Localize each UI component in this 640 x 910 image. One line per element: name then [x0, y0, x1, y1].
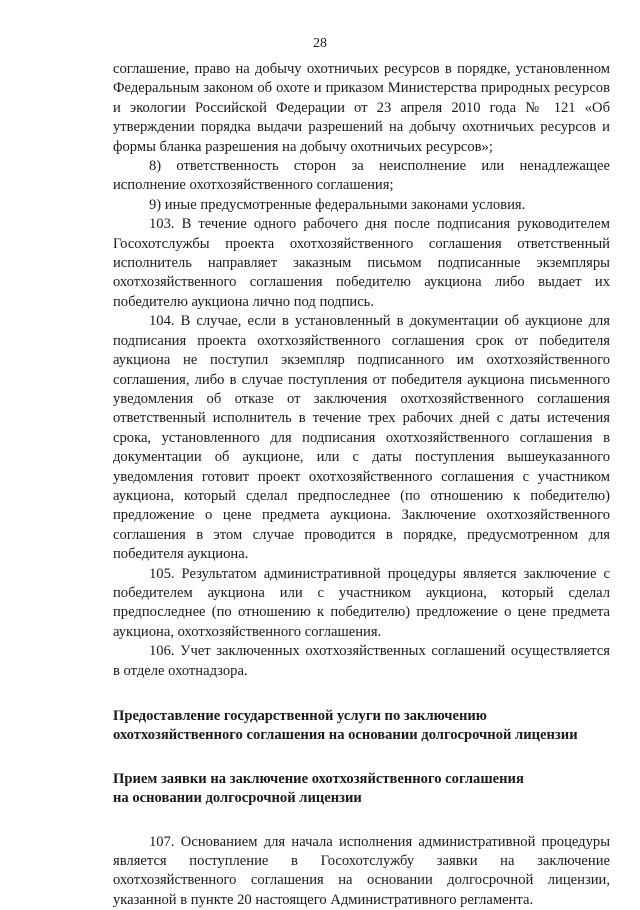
- subsection-heading: [113, 770, 610, 809]
- paragraph-103: 103. В течение одного рабочего дня после подписания руководителем Госохотслужбы проекта охотхозяйственного соглашения ответственный исполнитель направляет заказным письмом подписанные экземпляры охотхозяйственного соглашения победителю аукциона либо выдает их победителю аукциона лично под подпись.: [113, 216, 610, 310]
- section-heading-line-1: Предоставление государственной услуги по заключению: [113, 708, 487, 724]
- paragraph-107: 107. Основанием для начала исполнения административной процедуры является поступление в Госохотслужбу заявки на заключение охотхозяйственного соглашения на основании долгосрочной лицензии, указанной в пункте 20 настоящего Административного регламента.: [113, 833, 610, 908]
- paragraph-item-8: 8) ответственность сторон за неисполнение или ненадлежащее исполнение охотхозяйственного соглашения;: [113, 158, 610, 194]
- section-heading: [113, 707, 610, 746]
- page-number: 28: [313, 36, 327, 51]
- subsection-heading-line-2: на основании долгосрочной лицензии: [113, 790, 362, 807]
- paragraph-item-9: 9) иные предусмотренные федеральными законами условия.: [149, 196, 526, 213]
- section-heading-line-2: охотхозяйственного соглашения на основании долгосрочной лицензии: [113, 727, 578, 744]
- paragraph-105: 105. Результатом административной процедуры является заключение с победителем аукциона или с участником аукциона, который сделал предпоследнее (по отношению к победителю) предложение о цене предмета аукциона, охотхозяйственного соглашения.: [113, 565, 610, 640]
- paragraph-104: 104. В случае, если в установленный в документации об аукционе для подписания проекта охотхозяйственного соглашения срок от победителя аукциона не поступил экземпляр подписанного им охотхозяйственного соглашения, либо в случае поступления от победителя аукциона письменного уведомления об отказе от заключения охотхозяйственного соглашения ответственный исполнитель в течение трех рабочих дней с даты истечения срока, установленного для подписания охотхозяйственного соглашения в документации об аукционе, или с даты поступления вышеуказанного уведомления готовит проект охотхозяйственного соглашения с участником аукциона, который сделал предпоследнее (по отношению к победителю) предложение о цене предмета аукциона. Заключение охотхозяйственного соглашения в этом случае проводится в порядке, предусмотренном для победителя аукциона.: [113, 313, 610, 563]
- subsection-heading-line-1: Прием заявки на заключение охотхозяйственного соглашения: [113, 770, 524, 787]
- paragraph-106: 106. Учет заключенных охотхозяйственных соглашений осуществляется в отделе охотнадзора.: [113, 643, 610, 679]
- paragraph-continuation: соглашение, право на добычу охотничьих ресурсов в порядке, установленном Федеральным законом об охоте и приказом Министерства природных ресурсов и экологии Российской Федерации от 23 апреля 2010 года № 121 «Об утверждении порядка выдачи разрешений на добычу охотничьих ресурсов и формы бланка разрешения на добычу охотничьих ресурсов»;: [113, 61, 610, 155]
- document-body: [113, 60, 610, 910]
